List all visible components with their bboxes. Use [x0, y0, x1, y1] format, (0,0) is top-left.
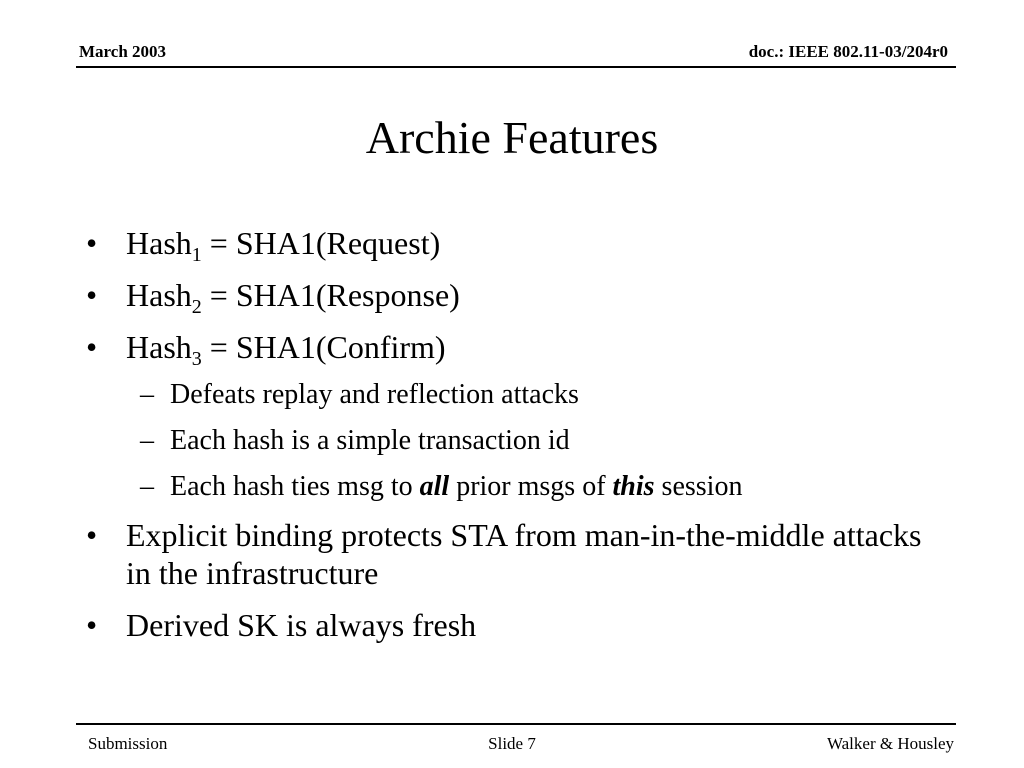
sub-bullet-text: Each hash is a simple transaction id	[170, 425, 570, 456]
sub-bullet-transaction-id	[84, 424, 944, 458]
bullet-text: = SHA1(Confirm)	[201, 329, 446, 365]
header-divider	[76, 66, 956, 68]
sub-bullet-ties-msgs	[84, 470, 944, 504]
bullet-explicit-binding	[84, 516, 944, 592]
bullet-text: Explicit binding protects STA from man-in-the-middle attacks in the infrastructure	[126, 517, 922, 591]
sub-bullet-text: prior msgs of	[449, 471, 613, 502]
bullet-text: = SHA1(Response)	[201, 277, 460, 313]
footer-slide-number: Slide 7	[488, 734, 536, 753]
bullet-marker: •	[86, 329, 98, 365]
header-doc-id: doc.: IEEE 802.11-03/204r0	[748, 42, 948, 61]
dash-marker: –	[140, 379, 154, 410]
footer-submission: Submission	[88, 734, 168, 753]
slide-title: Archie Features	[365, 112, 659, 163]
bullet-text: Derived SK is always fresh	[126, 607, 477, 643]
bullet-text: Hash	[126, 277, 192, 313]
sub-bullet-replay	[84, 378, 944, 412]
bullet-subscript: 3	[191, 348, 202, 370]
header-date: March 2003	[79, 42, 167, 61]
bullet-text: = SHA1(Request)	[201, 225, 441, 261]
bullet-text: Hash	[126, 329, 192, 365]
slide-body	[84, 224, 944, 644]
bullet-subscript: 2	[191, 296, 202, 318]
dash-marker: –	[140, 471, 154, 502]
bullet-hash2	[84, 276, 944, 318]
sub-bullet-text: session	[654, 471, 743, 502]
bullet-subscript: 1	[191, 244, 202, 266]
dash-marker: –	[140, 425, 154, 456]
bullet-marker: •	[86, 607, 98, 643]
bullet-marker: •	[86, 277, 98, 313]
sub-bullet-text: Defeats replay and reflection attacks	[170, 379, 579, 410]
emphasis-this: this	[612, 471, 655, 502]
bullet-derived-sk	[84, 606, 944, 644]
bullet-text: Hash	[126, 225, 192, 261]
footer-divider	[76, 723, 956, 725]
sub-bullet-text: Each hash ties msg to	[170, 471, 420, 502]
footer-authors: Walker & Housley	[826, 734, 954, 753]
bullet-marker: •	[86, 225, 98, 261]
bullet-marker: •	[86, 517, 98, 553]
emphasis-all: all	[419, 471, 450, 502]
bullet-hash1	[84, 224, 944, 266]
bullet-hash3	[84, 328, 944, 370]
